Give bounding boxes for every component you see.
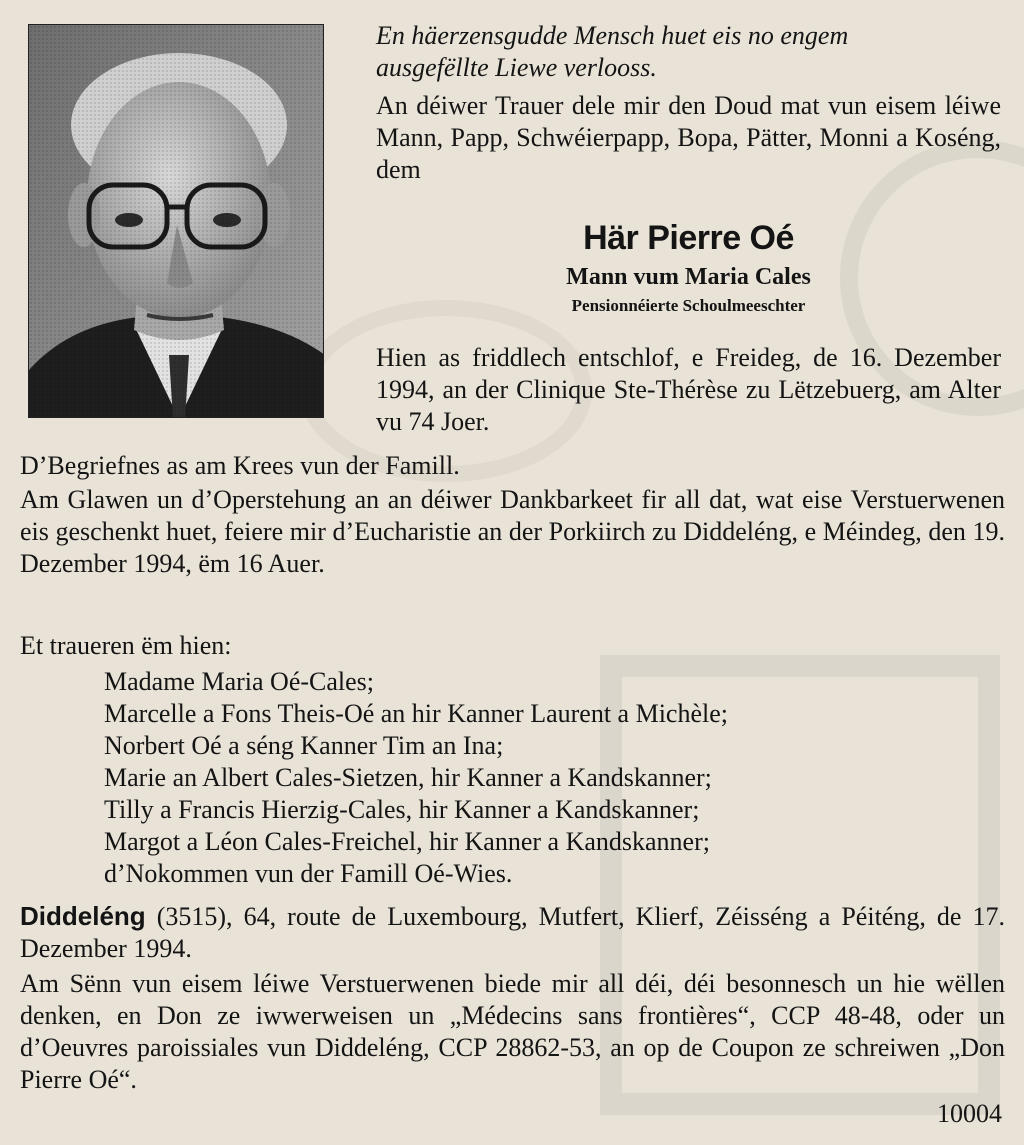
deceased-name: Här Pierre Oé [583, 219, 794, 257]
portrait-photo [28, 24, 324, 418]
intro-block [376, 20, 1001, 186]
intro-italic-line-1: En häerzensgudde Mensch huet eis no engem [376, 21, 849, 50]
burial-notice: D’Begriefnes as am Krees vun der Famill. [20, 451, 460, 480]
mourner-item: d’Nokommen vun der Famill Oé-Wies. [104, 859, 513, 888]
deceased-name-block [376, 218, 1001, 318]
mourner-item: Margot a Léon Cales-Freichel, hir Kanner a Kandskanner; [104, 827, 710, 856]
donation-request: Am Sënn vun eisem léiwe Verstuerwenen biede mir all déi, déi besonnesch un hie wëllen denken, en Don ze iwwerweisen un „Médecins sans frontières“, CCP 48-48, oder un d’Oeuvres paroissiales vun Diddeléng, CCP 28862-53, an op de Coupon ze schreiwen „Don Pierre Oé“. [20, 969, 1005, 1094]
intro-italic-line-2: ausgefëllte Liewe verlooss. [376, 53, 657, 82]
mourner-item: Marie an Albert Cales-Sietzen, hir Kanner a Kandskanner; [104, 763, 712, 792]
address-details: (3515), 64, route de Luxembourg, Mutfert, Klierf, Zéisséng a Péiténg, de 17. Dezember 1994. [20, 902, 1005, 963]
reference-number: 10004 [937, 1099, 1002, 1128]
profession-line: Pensionnéierte Schoulmeeschter [571, 296, 806, 315]
mourner-item: Marcelle a Fons Theis-Oé an hir Kanner Laurent a Michèle; [104, 699, 728, 728]
address-town: Diddeléng [20, 901, 146, 931]
mourner-item: Madame Maria Oé-Cales; [104, 667, 375, 696]
address-line [20, 900, 1005, 965]
mass-notice: Am Glawen un d’Operstehung an an déiwer Dankbarkeet fir all dat, wat eise Verstuerwenen eis geschenkt huet, feiere mir d’Eucharistie an der Porkiirch zu Diddeléng, e Méindeg, den 19. Dezember 1994, ëm 16 Auer. [20, 485, 1005, 578]
mourners-list [104, 666, 1004, 890]
mourner-item: Tilly a Francis Hierzig-Cales, hir Kanner a Kandskanner; [104, 795, 700, 824]
death-announcement: Hien as friddlech entschlof, e Freideg, de 16. Dezember 1994, an der Clinique Ste-Thérèse zu Lëtzebuerg, am Alter vu 74 Joer. [376, 343, 1001, 436]
mourner-item: Norbert Oé a séng Kanner Tim an Ina; [104, 731, 504, 760]
intro-text: An déiwer Trauer dele mir den Doud mat vun eisem léiwe Mann, Papp, Schwéierpapp, Bopa, Pätter, Monni a Koséng, dem [376, 91, 1001, 184]
mourners-heading: Et traueren ëm hien: [20, 631, 232, 660]
spouse-line: Mann vum Maria Cales [566, 264, 811, 290]
